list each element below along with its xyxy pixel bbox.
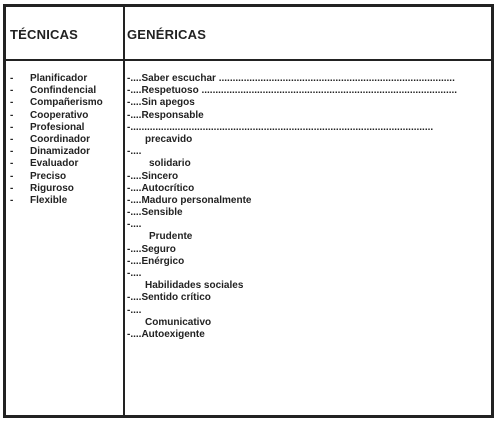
header-genericas: GENÉRICAS [127,27,207,42]
list-item: Comunicativo [145,316,212,328]
list-item: -.... [127,268,142,279]
list-item: -....Responsable [127,109,204,121]
list-item: solidario [149,158,191,170]
list-item: -....Sin apegos [127,97,195,109]
list-item: -....Respetuoso ............................................................................................ [127,85,458,97]
list-item: -.... [127,219,142,231]
list-item: -....Sentido crítico [127,292,211,304]
list-item: -....Seguro [127,243,176,255]
list-item: -....Saber escuchar ..................................................................................... [127,73,455,84]
list-item: -....Sensible [127,207,183,219]
competencies-table: TÉCNICAS GENÉRICAS - Planificador - Confindencial - Compañerismo - Cooperativo - Profesional - Coordinador - Dinamizador - Evaluador - Preciso - Riguroso - Flexible -....Saber escuchar ..................................................................................... -....Respetuoso ............................................................................................ -....Sin apegos -....Responsable -............................................................................................................. precavido -.... solidario -....Sincero -....Autocrítico -....Maduro personalmente -....Sensible -.... Prudente -....Seguro -....Enérgico -.... Habilidades sociales -....Sentido crítico -.... Comunicativo -....Autoexigente [3,4,494,418]
list-item: -....Autocrítico [127,182,195,194]
list-item: Habilidades sociales [145,280,244,292]
list-item: -....Autoexigente [127,328,205,340]
genericas-list [127,73,487,341]
list-item: -............................................................................................................. [127,121,434,133]
list-item: -.... [127,146,142,158]
column-divider [123,7,125,415]
list-item: -....Maduro personalmente [127,194,252,206]
header-divider [6,59,491,61]
list-item: Prudente [149,231,193,243]
header-tecnicas: TÉCNICAS [10,27,79,42]
list-item: precavido [145,133,193,145]
list-item: -....Enérgico [127,255,185,267]
list-item: -.... [127,304,142,316]
list-item: -....Sincero [127,170,179,182]
